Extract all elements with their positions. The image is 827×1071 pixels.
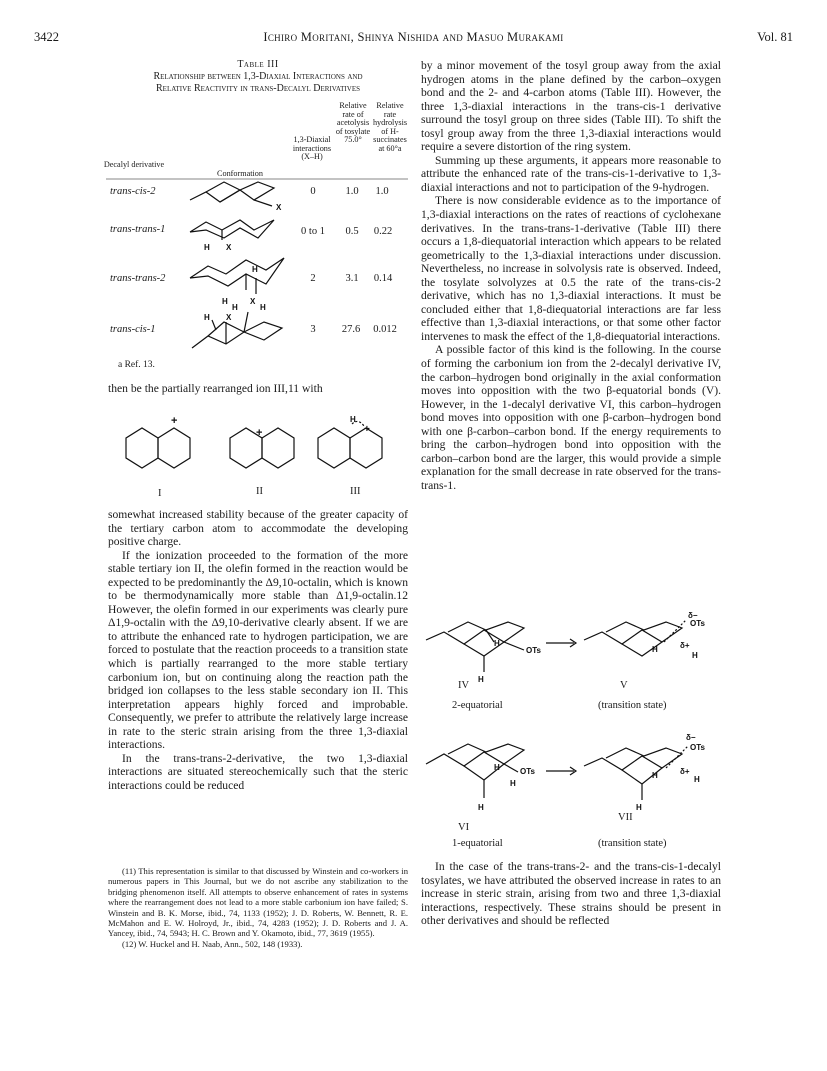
svg-text:H: H: [652, 771, 658, 780]
structure-label: VI: [458, 822, 470, 833]
svg-text:H: H: [478, 803, 484, 812]
row-derivative: trans-trans-2: [110, 273, 166, 284]
svg-text:δ−: δ−: [686, 733, 696, 742]
conformation-trans-trans-2: [188, 256, 288, 306]
conformation-trans-cis-1: [188, 303, 288, 358]
paragraph: Summing up these arguments, it appears more reasonable to attribute the enhanced rate of the trans-cis-1-derivative to 1,3-diaxial interactions and not to participation of the 9-hydrogen.: [421, 153, 721, 194]
table-caption: [108, 59, 408, 95]
page-number: 3422: [34, 30, 59, 44]
reaction-arrow: [546, 638, 580, 648]
structure-VII: [582, 728, 722, 828]
paragraph: by a minor movement of the tosyl group away from the axial hydrogen atoms in the plane defined by the carbon–oxygen bond and the 2- and 4-carbon atoms (Table III). However, the three 1,3-diaxial interactions in the trans-cis-1 derivative surround the tosyl group on three sides (Table III). To shift the tosyl group away from the three 1,3-diaxial interactions would require a severe distortion of the ring system.: [421, 59, 721, 154]
ion-label: II: [256, 486, 263, 497]
row-hydrolysis: 1.0: [375, 186, 389, 197]
structure-caption: (transition state): [598, 700, 667, 711]
table-title-line2: Relative Reactivity in trans-Decalyl Derivatives: [156, 83, 360, 94]
svg-text:+: +: [171, 415, 178, 427]
running-authors: Ichiro Moritani, Shinya Nishida and Masuo Murakami: [263, 30, 564, 44]
row-derivative: trans-cis-2: [110, 186, 156, 197]
ion-structure-I: [118, 410, 218, 480]
paragraph: then be the partially rearranged ion III,11 with: [108, 382, 323, 395]
volume-label: Vol. 81: [757, 30, 793, 44]
svg-text:H: H: [478, 675, 484, 684]
conformation-trans-cis-2: [188, 180, 288, 210]
structure-label: V: [620, 680, 628, 691]
paragraph: A possible factor of this kind is the following. In the course of forming the carbonium ion from the 2-decalyl derivative IV, the carbon–hydrogen bond originally in the axial conformation moves into opposition with the two β-equatorial bonds (V). However, in the 1-decalyl derivative VI, this carbon–hydrogen bond moves into opposition with one β-carbon–hydrogen bond with one β-carbon–carbon bond. If the energy requirements to bring the carbon–hydrogen bond into opposition with the carbon–carbon bond are the larger, this would provide a simple explanation for the small decrease in rate observed for the trans-trans-1.: [421, 343, 721, 492]
svg-text:OTs: OTs: [526, 646, 541, 655]
conformation-trans-trans-1: [188, 216, 288, 252]
row-acetolysis: 1.0: [345, 186, 359, 197]
structure-label: IV: [458, 680, 470, 691]
row-acetolysis: 27.6: [341, 324, 361, 335]
svg-text:H: H: [494, 639, 500, 648]
svg-text:H: H: [692, 651, 698, 660]
structure-caption: 1-equatorial: [452, 838, 503, 849]
row-interactions: 2: [310, 273, 316, 284]
svg-text:H: H: [350, 415, 356, 424]
svg-text:δ+: δ+: [680, 767, 690, 776]
row-hydrolysis: 0.14: [373, 273, 393, 284]
table-header-derivative: Decalyl derivative: [103, 160, 165, 169]
row-interactions: 3: [310, 324, 316, 335]
row-interactions: 0: [310, 186, 316, 197]
row-acetolysis: 0.5: [345, 226, 359, 237]
svg-text:H: H: [494, 763, 500, 772]
row-acetolysis: 3.1: [345, 273, 359, 284]
row-derivative: trans-cis-1: [110, 324, 156, 335]
ion-structure-II: [212, 410, 312, 480]
svg-text:X: X: [226, 243, 232, 252]
table-header-conformation: Conformation: [217, 169, 263, 178]
paragraph: In the trans-trans-2-derivative, the two 1,3-diaxial interactions are situated stereochemically such that the steric interactions could be reduced: [108, 751, 408, 792]
row-derivative: trans-trans-1: [110, 224, 166, 235]
svg-text:OTs: OTs: [690, 743, 705, 752]
reaction-arrow: [546, 766, 580, 776]
ion-structure-III: [306, 410, 406, 480]
svg-text:X: X: [250, 297, 256, 306]
svg-text:H: H: [222, 297, 228, 306]
ion-label: III: [350, 486, 361, 497]
table-header-acetolysis: Relative rate of acetolysis of tosylate 75.0°: [335, 101, 371, 145]
svg-text:X: X: [276, 203, 282, 212]
svg-text:H: H: [260, 303, 266, 312]
svg-text:δ−: δ−: [688, 611, 698, 620]
structure-IV: [424, 620, 574, 690]
svg-text:H: H: [636, 803, 642, 812]
svg-text:H: H: [204, 313, 210, 322]
paragraph: somewhat increased stability because of the greater capacity of the tertiary carbon atom to accommodate the developing positive charge.: [108, 508, 408, 549]
footnotes: [108, 866, 408, 949]
row-hydrolysis: 0.22: [373, 226, 393, 237]
structure-VI: [424, 740, 574, 820]
svg-text:H: H: [694, 775, 700, 784]
svg-text:+: +: [364, 424, 370, 435]
structure-caption: (transition state): [598, 838, 667, 849]
svg-text:H: H: [204, 243, 210, 252]
table-title-line1: Relationship between 1,3-Diaxial Interactions and: [153, 71, 363, 82]
svg-text:δ+: δ+: [680, 641, 690, 650]
ion-label: I: [158, 488, 162, 499]
svg-text:H: H: [232, 303, 238, 312]
table-footnote: a Ref. 13.: [118, 360, 155, 370]
structure-label: VII: [618, 812, 633, 823]
structure-caption: 2-equatorial: [452, 700, 503, 711]
footnote-12: (12) W. Huckel and H. Naab, Ann., 502, 148 (1933).: [122, 938, 303, 949]
paragraph: If the ionization proceeded to the formation of the more stable tertiary ion II, the olefin formed in the reaction would be expected to be predominantly the Δ9,10-octalin, which is known to be thermodynamically more stable than Δ1,9-octalin.12 However, the olefin formed in our experiments was clearly pure Δ1,9-octalin with the Δ9,10-derivative clearly absent. If we are to attribute the enhanced rate to hydrogen participation, we are forced to postulate that the reaction proceeds to a transition state which is partially rearranged to the more stable tertiary carbonium ion, but on continuing along the reaction path the bridged ion collapses to the less stable secondary ion II. This interpretation appears highly forced and improbable. Consequently, we prefer to attribute the relatively large increase in rate to the steric strain arising from the three 1,3-diaxial interactions.: [108, 548, 408, 752]
footnote-11: (11) This representation is similar to that discussed by Winstein and co-workers in numerous papers in This Journal, but we do not ascribe any stabilization to the bridging phenomenon itself. All attempts to observe enhancement of rates in systems where the rearrangement does not lead to a more stable carbonium ion have failed; S. Winstein and B. K. Morse, ibid., 74, 1133 (1952); J. D. Roberts, W. Bennett, R. E. McMahon and E. W. Holroyd, Jr., ibid., 74, 4283 (1952); J. D. Roberts and J. A. Yancey, ibid., 74, 5943; H. C. Brown and Y. Okamoto, ibid., 77, 3619 (1955).: [108, 866, 408, 939]
paragraph: There is now considerable evidence as to the importance of 1,3-diaxial interactions on the rates of reactions of cyclohexane derivatives. In the trans-trans-1-derivative (Table III) there occurs a 1,8-diequatorial interaction which appears to be related geometrically to the 1,3-diaxial interactions under discussion. Nevertheless, no increase in solvolysis rate is observed. Indeed, the tosylate solvolyzes at 0.5 the rate of the trans-cis-2 derivative, which has no 1,3-diaxial interactions. It must be concluded either that 1,8-diequatorial interactions are far less effective than 1,3-diaxial interactions, or that some other factor intervenes to mask the effect of the 1,8-diequatorial interactions.: [421, 194, 721, 343]
structure-V: [582, 612, 722, 692]
svg-text:OTs: OTs: [520, 767, 535, 776]
paragraph: In the case of the trans-trans-2- and the trans-cis-1-decalyl tosylates, we have attributed the observed increase in rates to an increase in steric strain, arising from two and three 1,3-diaxial interactions, respectively. These strains should be present in other derivatives and should be reflected: [421, 860, 721, 928]
svg-text:+: +: [256, 427, 263, 439]
table-header-diaxial: 1,3-Diaxial interactions (X–H): [292, 135, 332, 162]
svg-text:OTs: OTs: [690, 619, 705, 628]
svg-text:X: X: [226, 313, 232, 322]
row-interactions: 0 to 1: [301, 226, 325, 237]
table-header-hydrolysis: Relative rate hydrolysis of H-succinates at 60°a: [372, 101, 408, 153]
svg-text:H: H: [252, 265, 258, 274]
table-label: Table III: [237, 59, 279, 70]
svg-text:H: H: [510, 779, 516, 788]
row-hydrolysis: 0.012: [373, 324, 397, 335]
svg-text:H: H: [652, 645, 658, 654]
